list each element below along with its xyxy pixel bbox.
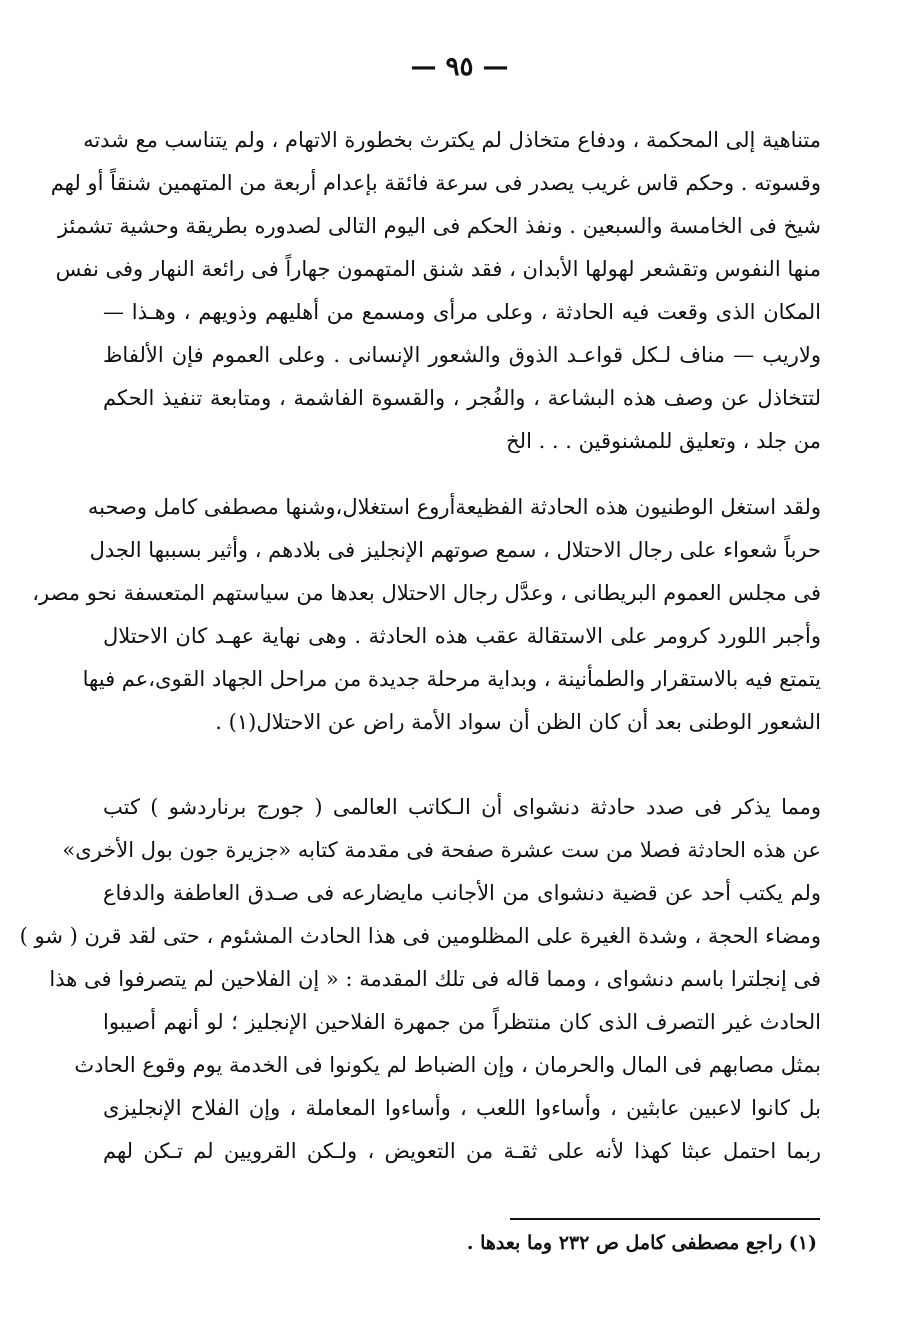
text-line: بل كانوا لاعبين عابثين ، وأساءوا اللعب ، وأساءوا المعاملة ، وإن الفلاح الإنجليزى bbox=[103, 1096, 821, 1120]
footnote-divider bbox=[510, 1218, 820, 1220]
text-line: متناهية إلى المحكمة ، ودفاع متخاذل لم يكترث بخطورة الاتهام ، ولم يتناسب مع شدته bbox=[83, 128, 821, 152]
text-line: فى مجلس العموم البريطانى ، وعدَّل رجال الاحتلال بعدها من سياستهم المتعسفة نحو مصر، bbox=[32, 581, 821, 605]
text-line: بمثل مصابهم فى المال والحرمان ، وإن الضباط لم يكونوا فى الخدمة يوم وقوع الحادث bbox=[74, 1053, 821, 1077]
text-line: حرباً شعواء على رجال الاحتلال ، سمع صوتهم الإنجليز فى بلادهم ، وأثير بسببها الجدل bbox=[89, 538, 821, 562]
text-line: ومما يذكر فى صدد حادثة دنشواى أن الـكاتب العالمى ( جورج برناردشو ) كتب bbox=[103, 795, 821, 819]
text-line: ربما احتمل عبثا كهذا لأنه على ثقـة من التعويض ، ولـكن القرويين لم تـكن لهم bbox=[103, 1139, 821, 1163]
paragraph-3 bbox=[19, 786, 821, 1173]
text-line: ولم يكتب أحد عن قضية دنشواى من الأجانب مايضارعه فى صـدق العاطفة والدفاع bbox=[103, 881, 821, 905]
text-line: المكان الذى وقعت فيه الحادثة ، وعلى مرأى ومسمع من أهليهم وذويهم ، وهـذا — bbox=[103, 300, 821, 324]
text-line: من جلد ، وتعليق للمشنوقين . . . الخ bbox=[506, 429, 821, 453]
footnote: (١) راجع مصطفى كامل ص ٢٣٢ وما بعدها . bbox=[466, 1232, 817, 1254]
text-line: لتتخاذل عن وصف هذه البشاعة ، والفُجر ، والقسوة الفاشمة ، ومتابعة تنفيذ الحكم bbox=[103, 386, 821, 410]
text-line: يتمتع فيه بالاستقرار والطمأنينة ، وبداية مرحلة جديدة من مراحل الجهاد القوى،عم فيها bbox=[82, 667, 821, 691]
text-line: ولاريب — مناف لـكل قواعـد الذوق والشعور الإنسانى . وعلى العموم فإن الألفاظ bbox=[103, 343, 821, 367]
text-line: ومضاء الحجة ، وشدة الغيرة على المظلومين فى هذا الحادث المشئوم ، حتى لقد قرن ( شو ) bbox=[19, 924, 821, 948]
text-line: الحادث غير التصرف الذى كان منتظراً من جمهرة الفلاحين الإنجليز ؛ لو أنهم أصيبوا bbox=[103, 1010, 821, 1034]
text-line: عن هذه الحادثة فصلا من ست عشرة صفحة فى مقدمة كتابه «جزيرة جون بول الأخرى» bbox=[62, 838, 821, 862]
text-line: وأجبر اللورد كرومر على الاستقالة عقب هذه الحادثة . وهى نهاية عهـد كان الاحتلال bbox=[103, 624, 821, 648]
text-line: منها النفوس وتقشعر لهولها الأبدان ، فقد شنق المتهمون جهاراً فى رائعة النهار وفى نفس bbox=[55, 257, 821, 281]
text-line: ولقد استغل الوطنيون هذه الحادثة الفظيعةأروع استغلال،وشنها مصطفى كامل وصحبه bbox=[87, 495, 821, 519]
paragraph-2 bbox=[32, 486, 821, 744]
page-number: — ٩٥ — bbox=[410, 52, 509, 82]
text-line: فى إنجلترا باسم دنشواى ، ومما قاله فى تلك المقدمة : « إن الفلاحين لم يتصرفوا فى هذا bbox=[49, 967, 821, 991]
text-line: الشعور الوطنى بعد أن كان الظن أن سواد الأمة راض عن الاحتلال(١) . bbox=[215, 710, 821, 734]
text-line: وقسوته . وحكم قاس غريب يصدر فى سرعة فائقة بإعدام أربعة من المتهمين شنقاً أو لهم bbox=[50, 171, 821, 195]
text-line: شيخ فى الخامسة والسبعين . ونفذ الحكم فى اليوم التالى لصدوره بطريقة وحشية تشمئز bbox=[57, 214, 821, 238]
paragraph-1 bbox=[50, 119, 821, 463]
